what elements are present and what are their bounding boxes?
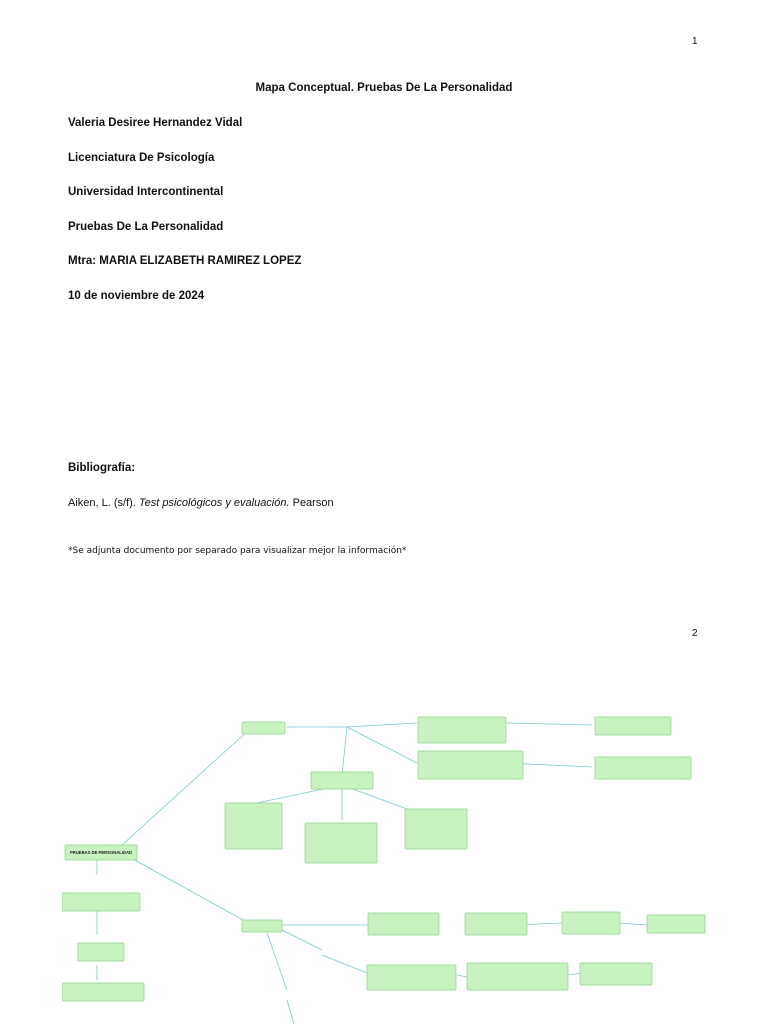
bibliography-heading: Bibliografía: bbox=[68, 462, 136, 474]
separate-document-note: *Se adjunta documento por separado para visualizar mejor la información* bbox=[68, 546, 407, 556]
concept-map-root-label: PRUEBAS DE PERSONALIDAD bbox=[69, 850, 133, 855]
concept-map-nodes bbox=[62, 717, 705, 1001]
program-name: Licenciatura De Psicología bbox=[68, 152, 215, 164]
concept-map bbox=[62, 705, 712, 1024]
course-name: Pruebas De La Personalidad bbox=[68, 221, 224, 233]
page-number-2: 2 bbox=[692, 628, 698, 639]
teacher-name: Mtra: MARIA ELIZABETH RAMIREZ LOPEZ bbox=[68, 255, 302, 267]
document-date: 10 de noviembre de 2024 bbox=[68, 290, 205, 302]
concept-map-image bbox=[62, 705, 712, 1024]
author-name: Valeria Desiree Hernandez Vidal bbox=[68, 117, 243, 129]
bibliography-publisher: Pearson bbox=[289, 497, 334, 509]
bibliography-author: Aiken, L. (s/f). bbox=[68, 497, 139, 509]
page-number-1: 1 bbox=[692, 36, 698, 47]
bibliography-title: Test psicológicos y evaluación. bbox=[138, 497, 290, 509]
university-name: Universidad Intercontinental bbox=[68, 186, 224, 198]
bibliography-entry bbox=[68, 497, 334, 509]
page-title: Mapa Conceptual. Pruebas De La Personalidad bbox=[255, 82, 513, 94]
